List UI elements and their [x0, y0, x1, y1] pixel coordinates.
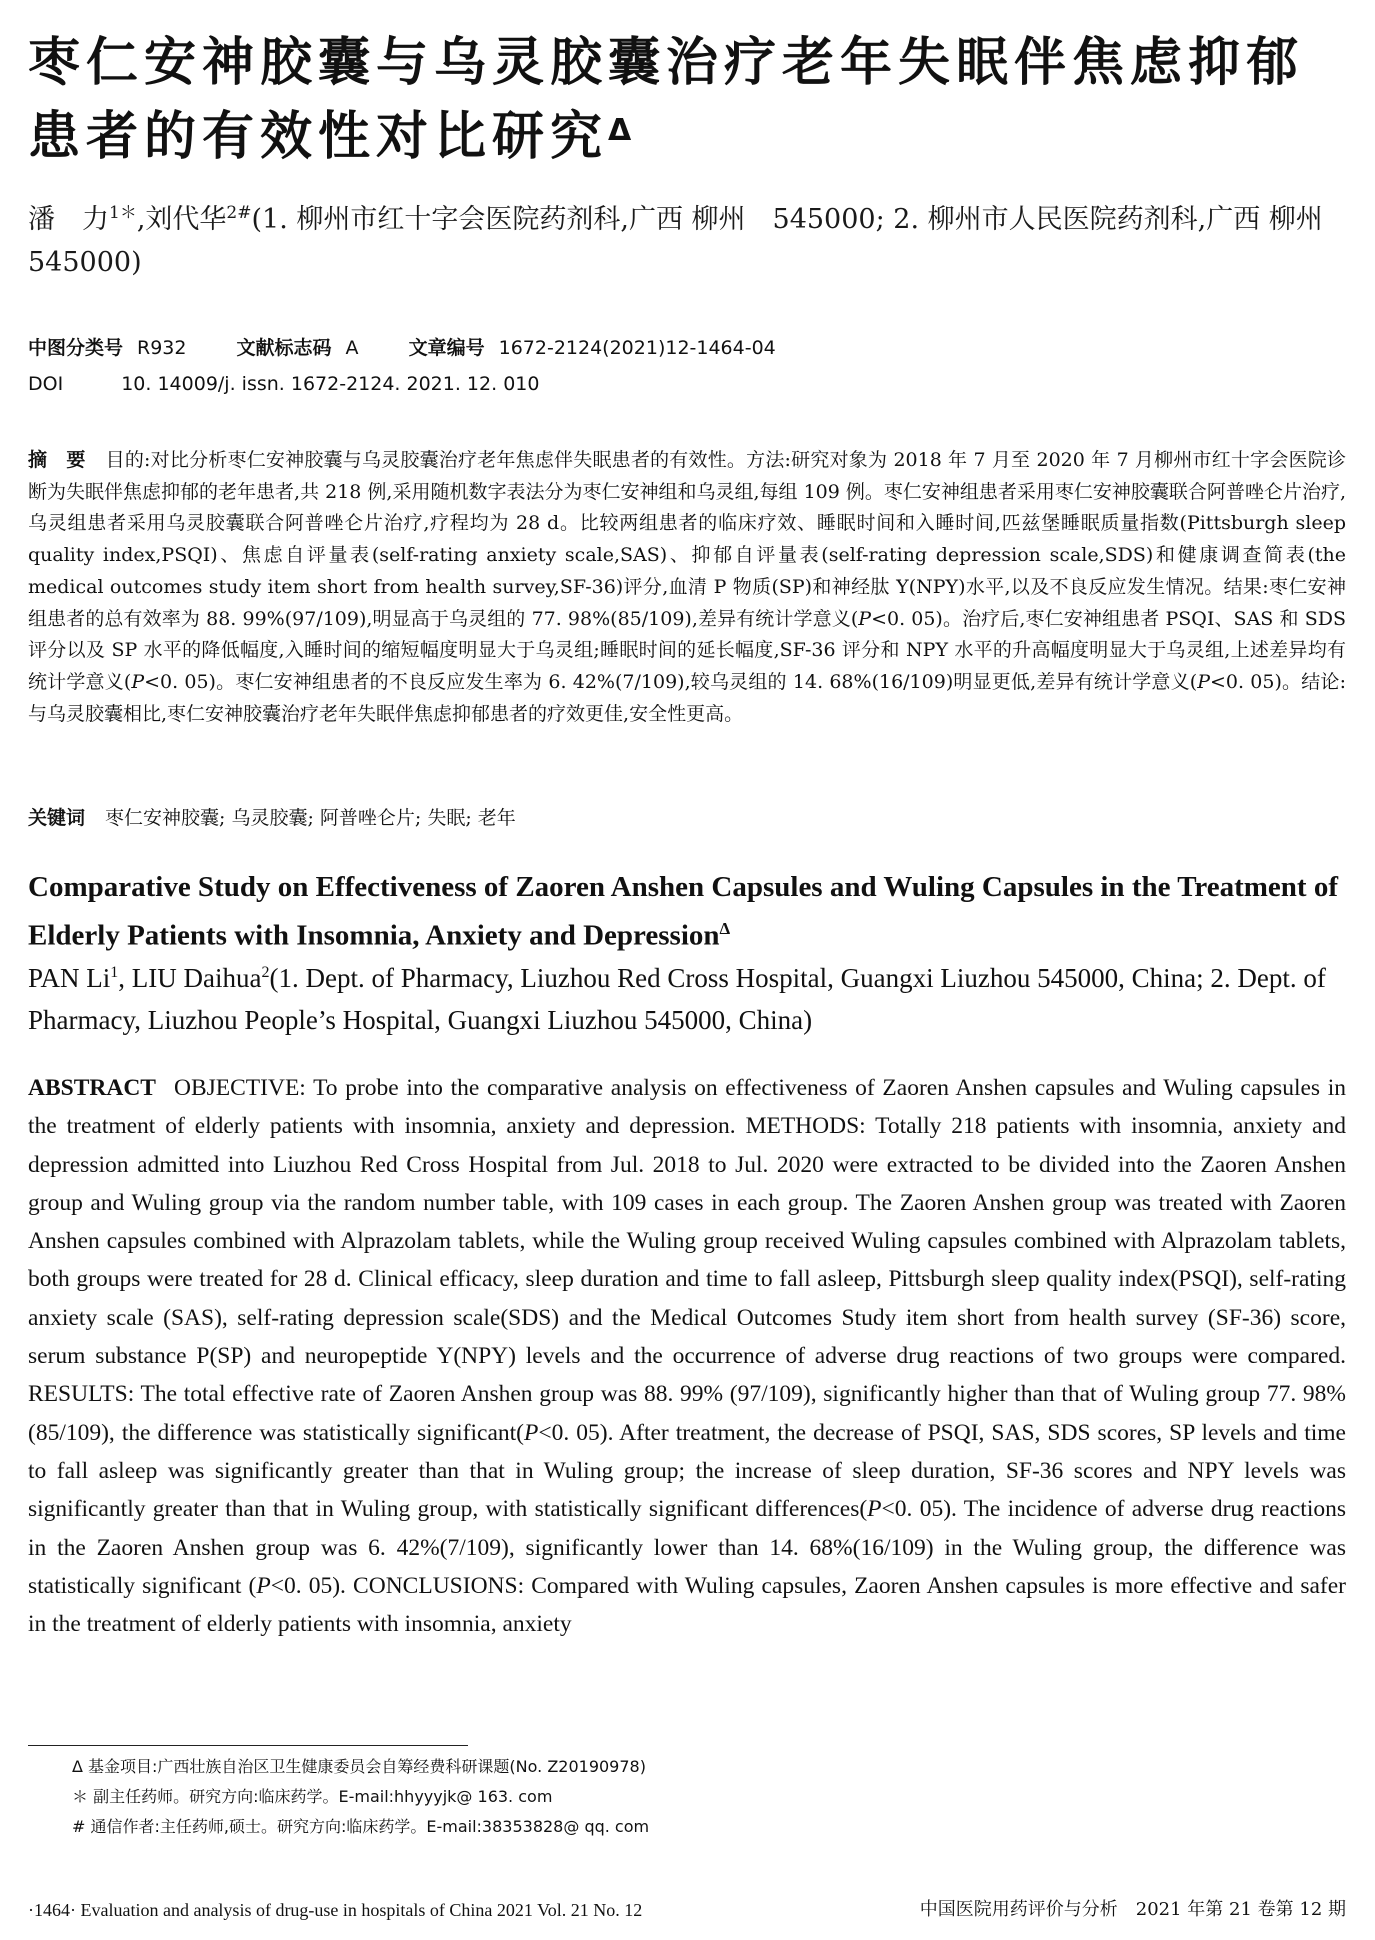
chinese-abstract-part-2: <0. 05)。治疗后,枣仁安神组患者 PSQI、SAS 和 SDS 评分以及 SP 水平的降低幅度,入睡时间的缩短幅度明显大于乌灵组;睡眠时间的延长幅度,SF-36 评分和 NPY 水平的升高幅度明显大于乌灵组,上述差异均有统计学意义( — [28, 607, 1346, 693]
english-authors: PAN Li$^1$, LIU Daihua$^2$(1. Dept. of Pharmacy, Liuzhou Red Cross Hospital, Guangxi Liuzhou 545000, China; 2. Dept. of Pharmacy, Liuzhou People’s Hospital, Guangxi Liuzhou 545000, China) — [28, 963, 1326, 1035]
footer-journal-chinese: 中国医院用药评价与分析 2021 年第 21 卷第 12 期 — [919, 1899, 1346, 1920]
english-abstract — [28, 1069, 1346, 1643]
english-author-1: PAN Li — [28, 963, 111, 993]
english-abstract-part-4: <0. 05). CONCLUSIONS: Compared with Wuling capsules, Zaoren Anshen capsules is more effective and safer in the treatment of elderly patients with insomnia, anxiety — [28, 1572, 1346, 1638]
clc-code — [28, 337, 186, 359]
chinese-title — [28, 26, 1348, 174]
chinese-keywords-label: 关键词 — [28, 807, 86, 829]
article-metadata — [28, 330, 1348, 402]
footnote-divider — [28, 1745, 468, 1746]
chinese-author-2-sup: 2# — [226, 203, 252, 223]
document-code — [237, 337, 359, 359]
english-author-2-sup: 2 — [261, 964, 270, 981]
english-abstract-label: ABSTRACT — [28, 1075, 156, 1101]
chinese-keywords — [28, 802, 1346, 834]
doi-label: DOI — [28, 373, 64, 395]
chinese-title-text: 枣仁安神胶囊与乌灵胶囊治疗老年失眠伴焦虑抑郁患者的有效性对比研究 — [28, 33, 1305, 167]
english-author-2: LIU Daihua — [131, 963, 262, 993]
chinese-title-fund-mark: Δ — [608, 113, 632, 148]
chinese-author-2: 刘代华 — [145, 204, 227, 235]
footnote-corresponding-author: # 通信作者:主任药师,硕士。研究方向:临床药学。E-mail:38353828@ qq. com — [72, 1817, 650, 1836]
english-title — [28, 866, 1348, 957]
article-number-label: 文章编号 — [408, 337, 485, 359]
footnote-fund: Δ 基金项目:广西壮族自治区卫生健康委员会自筹经费科研课题(No. Z20190978) — [72, 1757, 646, 1776]
doi-value: 10. 14009/j. issn. 1672-2124. 2021. 12. 010 — [121, 373, 540, 395]
chinese-abstract-part-3: <0. 05)。枣仁安神组患者的不良反应发生率为 6. 42%(7/109),较乌灵组的 14. 68%(16/109)明显更低,差异有统计学意义( — [144, 670, 1198, 693]
article-number — [409, 337, 776, 359]
chinese-author-1-sup: 1＊ — [109, 203, 137, 223]
p-value-symbol: P — [858, 607, 872, 630]
chinese-authors: 潘 力$^{1*}$,刘代华$^{2\#}$(1. 柳州市红十字会医院药剂科,广西 柳州 545000; 2. 柳州市人民医院药剂科,广西 柳州 545000) — [28, 203, 1350, 278]
chinese-affiliation: (1. 柳州市红十字会医院药剂科,广西 柳州 545000; 2. 柳州市人民医院药剂科,广西 柳州 545000) — [28, 204, 1350, 278]
english-title-fund-mark: Δ — [719, 919, 731, 938]
p-value-symbol: P — [524, 1419, 539, 1446]
chinese-abstract-part-4: <0. 05)。结论:与乌灵胶囊相比,枣仁安神胶囊治疗老年失眠伴焦虑抑郁患者的疗效更佳,安全性更高。 — [28, 670, 1346, 725]
document-code-label: 文献标志码 — [236, 337, 332, 359]
chinese-abstract — [28, 445, 1346, 730]
clc-value: R932 — [137, 337, 187, 359]
p-value-symbol: P — [867, 1496, 882, 1523]
article-number-value: 1672-2124(2021)12-1464-04 — [498, 337, 776, 359]
p-value-symbol: P — [131, 670, 145, 693]
doi-row — [28, 366, 1348, 402]
english-abstract-part-1: OBJECTIVE: To probe into the comparative analysis on effectiveness of Zaoren Anshen capsules and Wuling capsules in the treatment of elderly patients with insomnia, anxiety and depression. METHODS: Totally 218 patients with insomnia, anxiety and depression admitted into Liuzhou Red Cross Hospital from Jul. 2018 to Jul. 2020 were extracted to be divided into the Zaoren Anshen group and Wuling group via the random number table, with 109 cases in each group. The Zaoren Anshen group was treated with Zaoren Anshen capsules combined with Alprazolam tablets, while the Wuling group received Wuling capsules combined with Alprazolam tablets, both groups were treated for 28 d. Clinical efficacy, sleep duration and time to fall asleep, Pittsburgh sleep quality index(PSQI), self-rating anxiety scale (SAS), self-rating depression scale(SDS) and the Medical Outcomes Study item short from health survey (SF-36) score, serum substance P(SP) and neuropeptide Y(NPY) levels and the occurrence of adverse drug reactions of two groups were compared. RESULTS: The total effective rate of Zaoren Anshen group was 88. 99% (97/109), significantly higher than that of Wuling group 77. 98% (85/109), the difference was statistically significant( — [28, 1075, 1346, 1446]
chinese-keywords-text: 枣仁安神胶囊; 乌灵胶囊; 阿普唑仑片; 失眠; 老年 — [105, 807, 516, 829]
english-abstract-part-3: <0. 05). The incidence of adverse drug reactions in the Zaoren Anshen group was 6. 42%(7/109), significantly lower than 14. 68%(16/109) in the Wuling group, the difference was statistically significant ( — [28, 1496, 1346, 1599]
english-affiliation: (1. Dept. of Pharmacy, Liuzhou Red Cross Hospital, Guangxi Liuzhou 545000, China; 2. Dept. of Pharmacy, Liuzhou People’s Hospital, Guangxi Liuzhou 545000, China) — [28, 963, 1326, 1035]
document-code-value: A — [345, 337, 359, 359]
chinese-abstract-part-1: 目的:对比分析枣仁安神胶囊与乌灵胶囊治疗老年焦虑伴失眠患者的有效性。方法:研究对象为 2018 年 7 月至 2020 年 7 月柳州市红十字会医院诊断为失眠伴焦虑抑郁的老年患者,共 218 例,采用随机数字表法分为枣仁安神组和乌灵组,每组 109 例。枣仁安神组患者采用枣仁安神胶囊联合阿普唑仑片治疗,乌灵组患者采用乌灵胶囊联合阿普唑仑片治疗,疗程均为 28 d。比较两组患者的临床疗效、睡眠时间和入睡时间,匹兹堡睡眠质量指数(Pittsburgh sleep quality index,PSQI)、焦虑自评量表(self-rating anxiety scale,SAS)、抑郁自评量表(self-rating depression scale,SDS)和健康调查简表(the medical outcomes study item short from health survey,SF-36)评分,血清 P 物质(SP)和神经肽 Y(NPY)水平,以及不良反应发生情况。结果:枣仁安神组患者的总有效率为 88. 99%(97/109),明显高于乌灵组的 77. 98%(85/109),差异有统计学意义( — [28, 449, 1346, 630]
footnote-first-author: ＊ 副主任药师。研究方向:临床药学。E-mail:hhyyyjk@ 163. com — [72, 1787, 553, 1806]
footer-journal-english: ·1464· Evaluation and analysis of drug-use in hospitals of China 2021 Vol. 21 No. 12 — [28, 1900, 643, 1920]
chinese-author-1: 潘 力 — [28, 204, 109, 235]
chinese-abstract-label: 摘 要 — [28, 449, 86, 471]
english-title-text: Comparative Study on Effectiveness of Zaoren Anshen Capsules and Wuling Capsules in the Treatment of Elderly Patients with Insomnia, Anxiety and Depression — [28, 871, 1338, 952]
p-value-symbol: P — [256, 1572, 271, 1599]
english-abstract-part-2: <0. 05). After treatment, the decrease of PSQI, SAS, SDS scores, SP levels and time to fall asleep was significantly greater than that in Wuling group; the increase of sleep duration, SF-36 scores and NPY levels was significantly greater than that in Wuling group, with statistically significant differences( — [28, 1419, 1346, 1523]
english-author-1-sup: 1 — [110, 964, 119, 981]
footnotes — [72, 1752, 1312, 1842]
classification-row — [28, 330, 1348, 366]
p-value-symbol: P — [1197, 670, 1210, 693]
clc-label: 中图分类号 — [28, 337, 124, 359]
